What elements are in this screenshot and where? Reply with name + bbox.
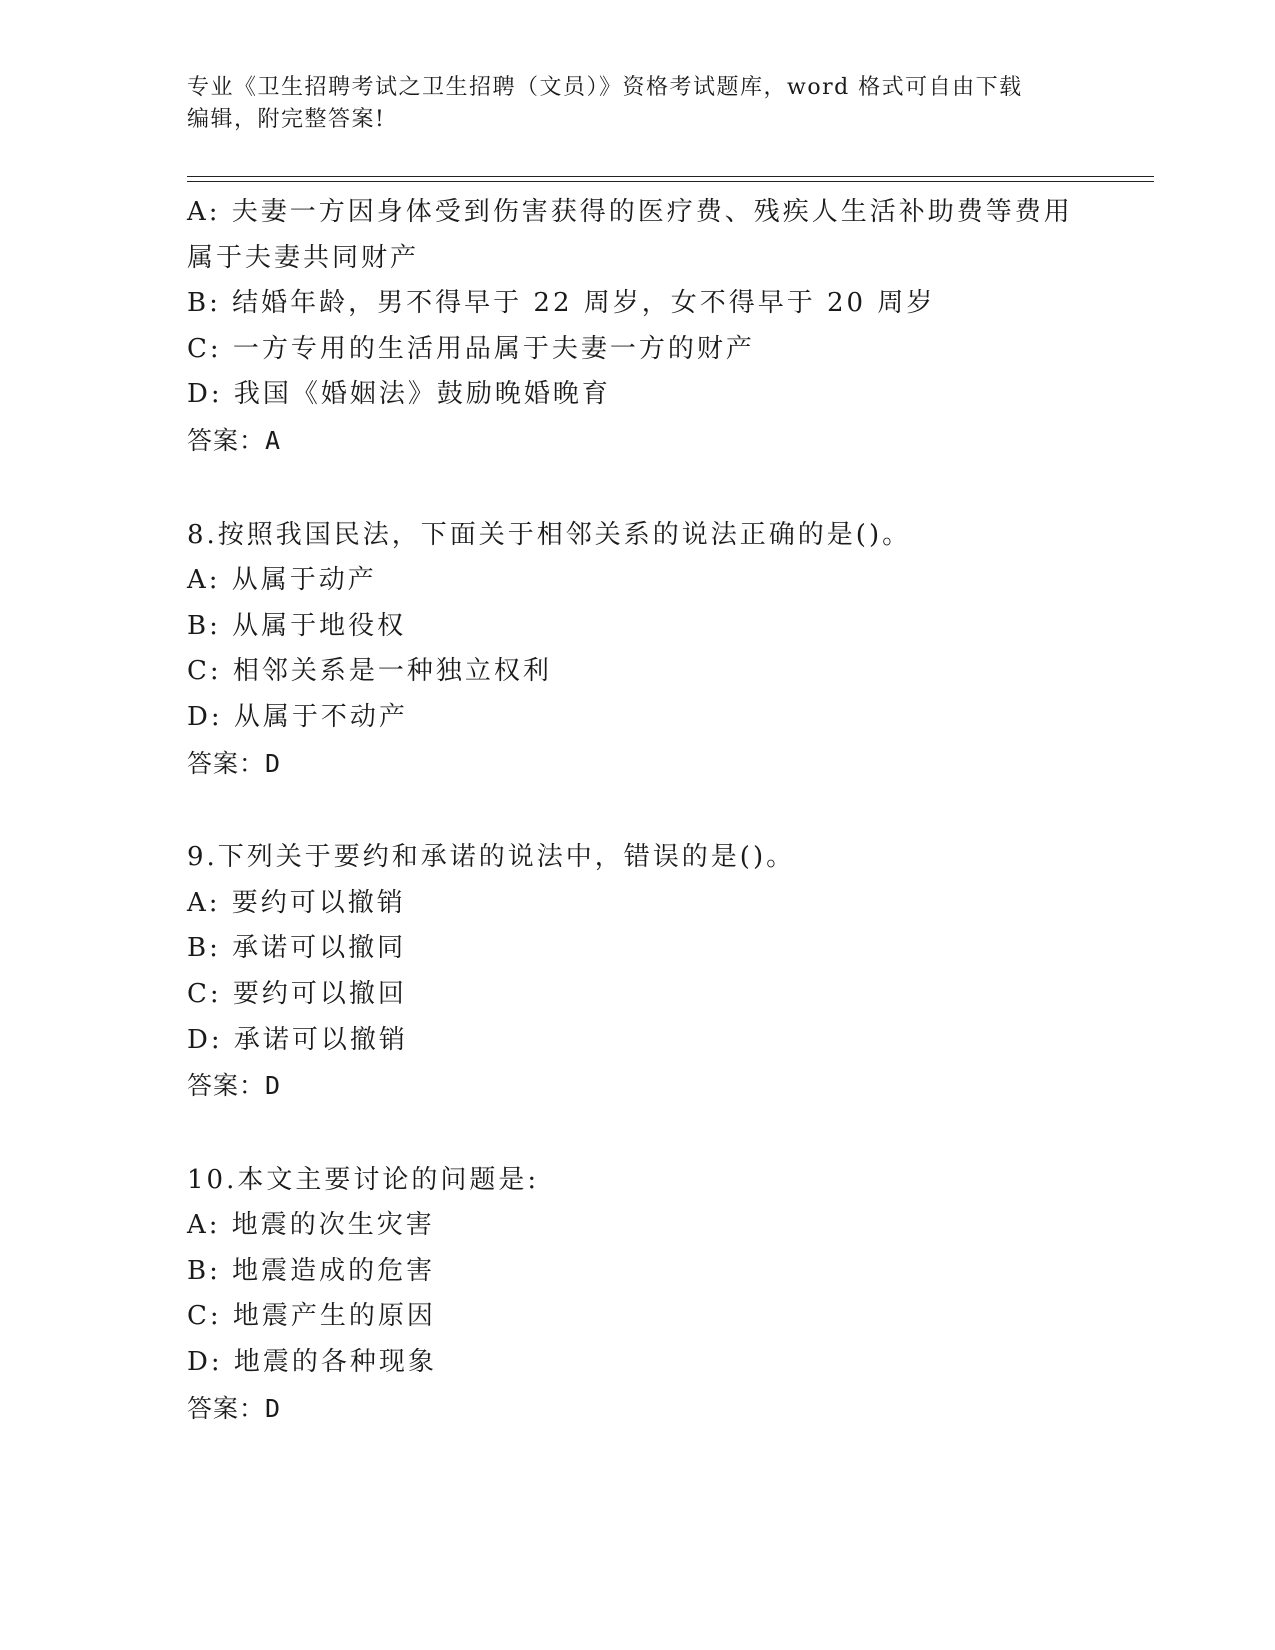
question-7: [187, 190, 1087, 464]
header-line-1: 专业《卫生招聘考试之卫生招聘（文员）》资格考试题库，word 格式可自由下载: [187, 75, 1023, 100]
option-a-continued: 属于夫妻共同财产: [187, 242, 420, 273]
answer: 答案：D: [187, 1393, 282, 1423]
header-divider: [187, 176, 1154, 182]
answer: 答案：D: [187, 748, 282, 778]
option-d: D: 地震的各种现象: [187, 1347, 437, 1378]
option-c: C: 一方专用的生活用品属于夫妻一方的财产: [187, 333, 755, 364]
question-title: 8.按照我国民法，下面关于相邻关系的说法正确的是()。: [187, 519, 912, 550]
question-list: [187, 190, 1087, 1480]
option-d: D: 从属于不动产: [187, 701, 408, 732]
header-line-2: 编辑，附完整答案!: [187, 107, 386, 132]
question-8: [187, 513, 1087, 787]
question-9: [187, 835, 1087, 1109]
option-a: A: 夫妻一方因身体受到伤害获得的医疗费、残疾人生活补助费等费用: [187, 197, 1073, 227]
answer: 答案：D: [187, 1071, 282, 1101]
option-d: D: 我国《婚姻法》鼓励晚婚晚育: [187, 379, 611, 410]
option-b: B: 地震造成的危害: [187, 1255, 436, 1286]
answer: 答案：A: [187, 425, 282, 455]
question-title: 10.本文主要讨论的问题是:: [187, 1164, 540, 1195]
option-c: C: 地震产生的原因: [187, 1301, 436, 1332]
option-a: A: 要约可以撤销: [187, 887, 406, 918]
option-a: A: 地震的次生灾害: [187, 1210, 435, 1241]
option-a: A: 从属于动产: [187, 565, 377, 596]
option-d: D: 承诺可以撤销: [187, 1024, 408, 1055]
option-c: C: 要约可以撤回: [187, 978, 407, 1009]
question-title: 9.下列关于要约和承诺的说法中，错误的是()。: [187, 842, 796, 873]
question-10: [187, 1158, 1087, 1432]
document-header: [187, 72, 1087, 136]
option-b: B: 承诺可以撤同: [187, 933, 407, 964]
option-c: C: 相邻关系是一种独立权利: [187, 656, 552, 687]
option-b: B: 结婚年龄，男不得早于 22 周岁，女不得早于 20 周岁: [187, 288, 936, 319]
option-b: B: 从属于地役权: [187, 610, 407, 641]
